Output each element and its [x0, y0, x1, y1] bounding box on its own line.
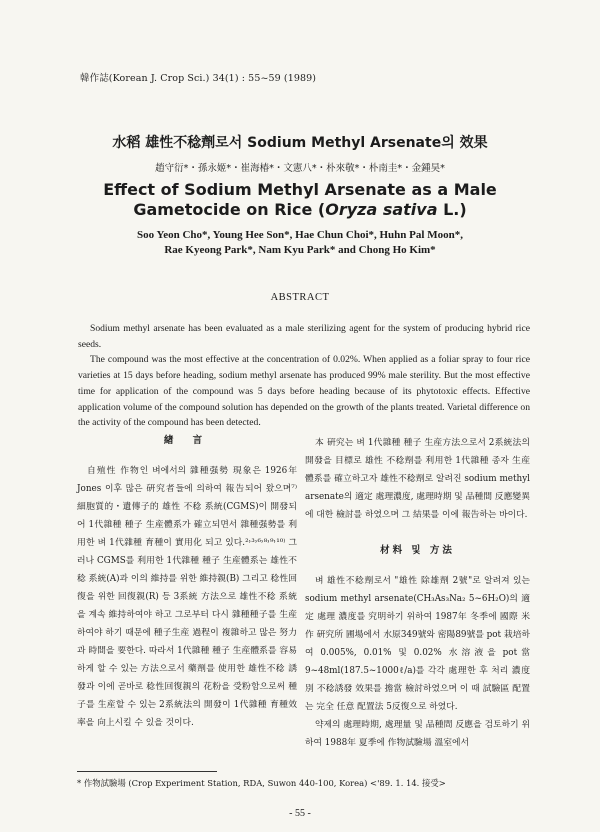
introduction-paragraph: 自殖性 作物인 벼에서의 雜種强勢 現象은 1926年 Jones 이후 많은 硏究者들에 의하여 報告되어 왔으며⁷⁾ 細胞質的・遺傳子的 雄性 不稔 系統(CGMS)이 開發되어 1代雜種 種子 生産體系가 確立되면서 雜種强勢를 利用한 벼 1代雜種 育種이 實用化 되고 있다.²˒³˒⁶˒⁸˒⁹˒¹⁰⁾ 그러나 CGMS를 利用한 1代雜種 種子 生産體系는 雄性不稔 系統(A)과 이의 維持를 위한 維持親(B) 그리고 稔性回復을 위한 回復親(R) 등 3系統 方法으로 雄性不稔 系統을 계속 維持하여야 하고 그로부터 다시 雜種種子를 生産하여야 하기 때문에 種子生産 過程이 複雜하고 많은 努力과 時間을 要한다. 따라서 1代雜種 種子 生産體系를 容易하게 할 수 있는 方法으로서 藥劑를 使用한 雄性不稔 誘發과 이에 곧바로 稔性回復親의 花粉을 受粉함으로써 種子를 生産할 수 있는 2系統法의 開發이 1代雜種 育種效率을 向上시킬 수 있을 것이다.: [77, 466, 297, 728]
english-title-line2-suffix: L.): [437, 200, 467, 219]
page-number: - 55 -: [289, 808, 311, 819]
footnote-divider: [77, 771, 217, 772]
abstract-body: [78, 321, 530, 431]
methods-paragraph-2: 약제의 處理時期, 處理量 및 品種間 反應을 검토하기 위하여 1988年 夏季에 作物試驗場 溫室에서: [305, 720, 530, 748]
abstract-paragraph-1: Sodium methyl arsenate has been evaluated as a male sterilizing agent for the system of producing hybrid rice seeds.: [78, 323, 530, 350]
english-title-line2: [0, 200, 600, 220]
english-authors: [0, 228, 600, 258]
english-title-line1: Effect of Sodium Methyl Arsenate as a Male: [103, 180, 497, 199]
abstract-heading: ABSTRACT: [270, 292, 330, 303]
english-authors-line1: Soo Yeon Cho*, Young Hee Son*, Hae Chun Choi*, Huhn Pal Moon*,: [137, 229, 463, 241]
korean-authors: 趙守衍*・孫永姬*・崔海椿*・文憲八*・朴來敬*・朴南圭*・金鍾昊*: [155, 163, 445, 174]
abstract-paragraph-2: The compound was the most effective at the concentration of 0.02%. When applied as a foliar spray to four rice varieties at 15 days before heading, sodium methyl arsenate has produced 99% male sterility. But the most effective time for application of the compound was 5 days before heading because of its phytotoxic effects. Effective application volume of the compound solution has depended on the growth of the plants treated. Varietal difference on the activity of the compound has been detected.: [78, 354, 530, 429]
journal-citation: 韓作誌(Korean J. Crop Sci.) 34(1) : 55~59 (1989): [80, 73, 317, 84]
introduction-heading: 緖 言: [163, 435, 211, 446]
species-name: Oryza sativa: [325, 200, 438, 219]
right-column: [305, 434, 530, 752]
objective-paragraph: 本 硏究는 벼 1代雜種 種子 生産方法으로서 2系統法의 開發을 目標로 雄性 不稔劑를 利用한 1代雜種 종자 生産體系를 確立하고자 雄性不稔劑로 알려진 sodium methyl arsenate의 適定 處理濃度, 處理時期 및 品種間 反應變異에 대한 檢討를 하였으며 그 結果를 이에 報告하는 바이다.: [305, 438, 530, 520]
affiliation-footnote: * 作物試驗場 (Crop Experiment Station, RDA, Suwon 440-100, Korea) <'89. 1. 14. 接受>: [77, 778, 446, 788]
english-title-line2-prefix: Gametocide on Rice (: [133, 200, 326, 219]
methods-heading: 材料 및 方法: [380, 545, 455, 556]
korean-title: 水稻 雄性不稔劑로서 Sodium Methyl Arsenate의 效果: [112, 135, 488, 151]
methods-paragraph-1: 벼 雄性不稔劑로서 "雄性 除雄劑 2號"로 알려져 있는 sodium methyl arsenate(CH₃As₃Na₂ 5~6H₂O)의 適定 處理 濃度를 究明하기 위하여 1987年 冬季에 國際 米作 硏究所 圃場에서 水原349號와 密陽89號를 pot 栽培하여 0.005%, 0.01% 및 0.02% 水溶液을 pot當 9~48ml(187.5~1000ℓ/a)를 각각 處理한 후 처리 濃度別 不稔誘發 效果를 擔當 檢討하였으며 이 때 試驗區 配置는 完全 任意 配置法 5反復으로 하였다.: [305, 576, 530, 712]
english-title: [0, 180, 600, 220]
left-column: [77, 432, 297, 732]
english-authors-line2: Rae Kyeong Park*, Nam Kyu Park* and Chong Ho Kim*: [164, 244, 436, 256]
